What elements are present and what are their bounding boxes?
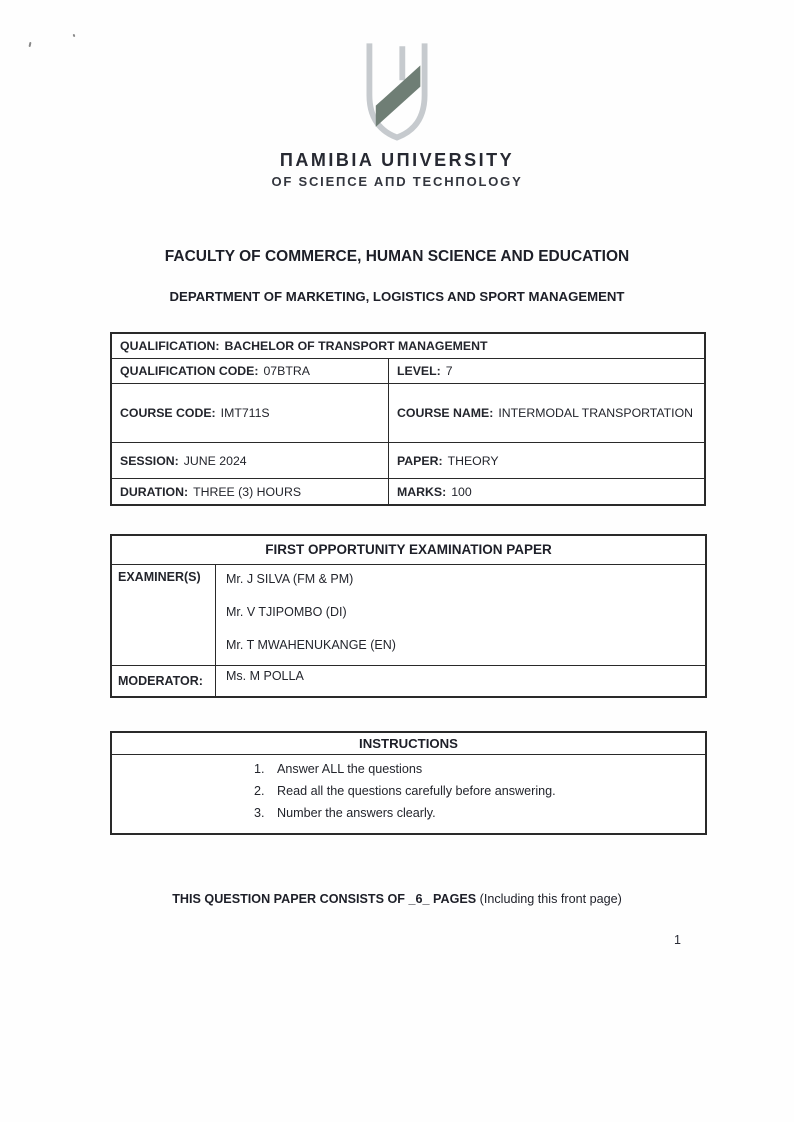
scan-speck (73, 34, 76, 38)
instruction-text: Number the answers clearly. (277, 806, 436, 820)
page-number: 1 (674, 933, 681, 947)
department-heading: DEPARTMENT OF MARKETING, LOGISTICS AND SPORT MANAGEMENT (169, 289, 625, 304)
university-name-line2: OF SCIEΠCE AΠD TECHΠOLOGY (271, 174, 523, 189)
qualification-code-cell (112, 359, 389, 383)
table-row (112, 442, 704, 478)
field-value: THREE (3) HOURS (193, 484, 302, 499)
moderator-label: MODERATOR: (112, 666, 216, 696)
paper-cell (389, 443, 704, 478)
page-count-bold: THIS QUESTION PAPER CONSISTS OF _6_ PAGES (172, 892, 477, 906)
instructions-table (110, 731, 707, 835)
page-count-statement (0, 892, 794, 906)
field-label: MARKS: (397, 484, 447, 499)
course-info-table (110, 332, 706, 506)
field-value: INTERMODAL TRANSPORTATION (498, 406, 694, 420)
course-name-cell (389, 384, 704, 442)
table-row (112, 383, 704, 442)
field-label: DURATION: (120, 484, 189, 499)
instruction-number: 1. (254, 762, 265, 776)
university-logo-block (0, 42, 794, 189)
field-value: 7 (445, 364, 453, 378)
field-label: COURSE CODE: (120, 406, 216, 420)
course-code-cell (112, 384, 389, 442)
page-count-note: (Including this front page) (476, 892, 622, 906)
examiners-label: EXAMINER(S) (112, 565, 216, 665)
moderator-name: Ms. M POLLA (226, 669, 304, 683)
field-value: 07BTRA (263, 364, 310, 378)
field-label: LEVEL: (397, 364, 441, 378)
exam-paper-title: FIRST OPPORTUNITY EXAMINATION PAPER (265, 542, 552, 557)
instruction-text: Read all the questions carefully before answering. (277, 784, 556, 798)
table-row (112, 334, 704, 358)
qualification-cell (112, 334, 704, 358)
instruction-text: Answer ALL the questions (277, 762, 423, 776)
university-name: ΠAMIBIA UΠIVERSITY (279, 150, 515, 170)
instruction-item (254, 780, 705, 802)
moderator-row (112, 665, 705, 696)
examiners-list (216, 565, 705, 665)
level-cell (389, 359, 704, 383)
university-shield-icon (343, 42, 451, 146)
instruction-item (254, 758, 705, 780)
field-label: COURSE NAME: (397, 406, 494, 420)
table-row (112, 358, 704, 383)
marks-cell (389, 479, 704, 504)
examiners-row (112, 564, 705, 665)
field-value: BACHELOR OF TRANSPORT MANAGEMENT (224, 339, 488, 353)
examiner-name: Mr. J SILVA (FM & PM) (226, 572, 354, 586)
field-label: QUALIFICATION: (120, 339, 220, 353)
shield-diagonal-band (376, 65, 421, 127)
field-value: JUNE 2024 (183, 453, 247, 468)
table-row (112, 478, 704, 504)
field-label: QUALIFICATION CODE: (120, 364, 259, 378)
instruction-number: 2. (254, 784, 265, 798)
duration-cell (112, 479, 389, 504)
instruction-item (254, 802, 705, 824)
field-value: 100 (451, 484, 472, 499)
field-value: IMT711S (220, 406, 270, 420)
faculty-heading: FACULTY OF COMMERCE, HUMAN SCIENCE AND EDUCATION (164, 248, 630, 265)
instruction-number: 3. (254, 806, 265, 820)
session-cell (112, 443, 389, 478)
examiner-name: Mr. T MWAHENUKANGE (EN) (226, 638, 396, 652)
examination-paper-table (110, 534, 707, 698)
instructions-title: INSTRUCTIONS (112, 733, 705, 755)
examiner-name: Mr. V TJIPOMBO (DI) (226, 605, 347, 619)
field-label: SESSION: (120, 453, 179, 468)
field-value: THEORY (447, 453, 499, 468)
instructions-list (112, 755, 705, 833)
field-label: PAPER: (397, 453, 443, 468)
